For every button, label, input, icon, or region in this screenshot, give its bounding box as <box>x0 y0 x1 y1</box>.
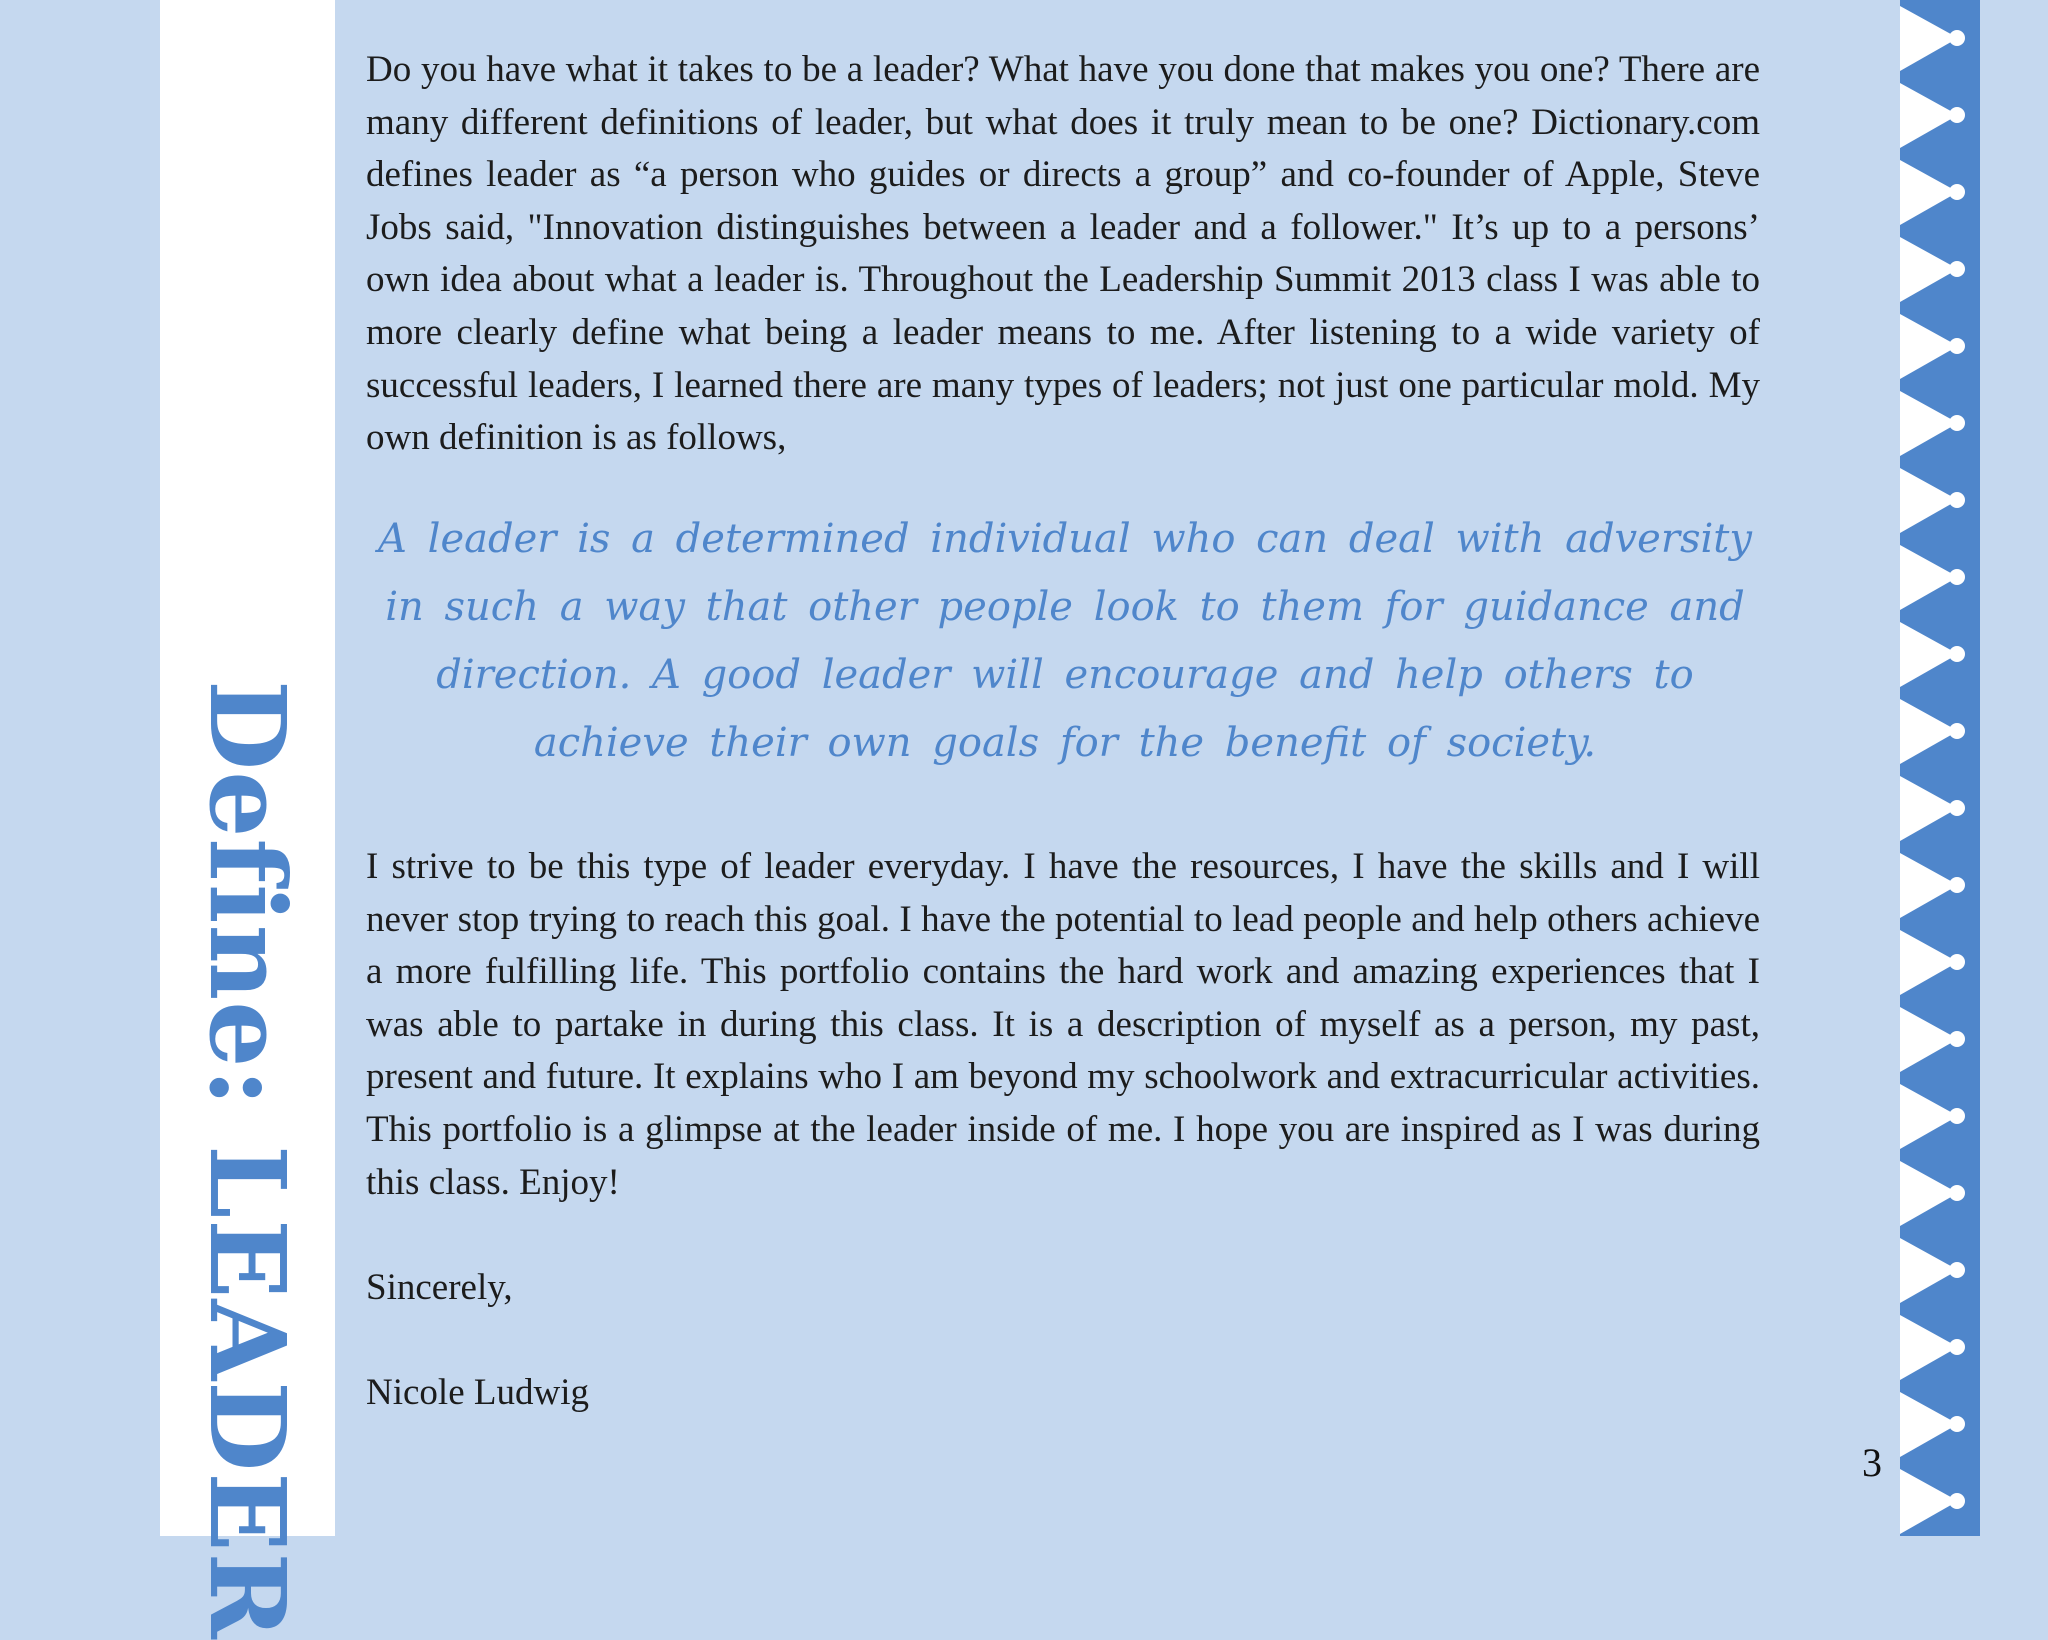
leader-definition-quote: A leader is a determined individual who can deal with adversity in such a way that other people look to them for guidance and direction. A good leader will encourage and help others to achieve their own goals for the benefit of society. <box>378 516 1752 766</box>
intro-paragraph: Do you have what it takes to be a leader? What have you done that makes you one? There are many different definitions of leader, but what does it truly mean to be one? Dictionary.com defines leader as “a person who guides or directs a group” and co-founder of Apple, Steve Jobs said, "Innovation distinguishes between a leader and a follower." It’s up to a persons’ own idea about what a leader is. Throughout the Leadership Summit 2013 class I was able to more clearly define what being a leader means to me. After listening to a wide variety of successful leaders, I learned there are many types of leaders; not just one particular mold. My own definition is as follows, <box>366 49 1760 459</box>
triangle-and-dot-pattern-border <box>1900 0 1980 1536</box>
signoff-closing: Sincerely, <box>366 1267 513 1308</box>
closing-paragraph: I strive to be this type of leader everyday. I have the resources, I have the skills and I will never stop trying to reach this goal. I have the potential to lead people and help others achieve a more fulfilling life. This portfolio contains the hard work and amazing experiences that I was able to partake in during this class. It is a description of myself as a person, my past, present and future. It explains who I am beyond my schoolwork and extracurricular activities. This portfolio is a glimpse at the leader inside of me. I hope you are inspired as I was during this class. Enjoy! <box>366 846 1760 1203</box>
page-number: 3 <box>1862 1440 1882 1485</box>
signature-name: Nicole Ludwig <box>366 1372 589 1413</box>
page-title: Define: LEADER <box>186 680 309 1640</box>
